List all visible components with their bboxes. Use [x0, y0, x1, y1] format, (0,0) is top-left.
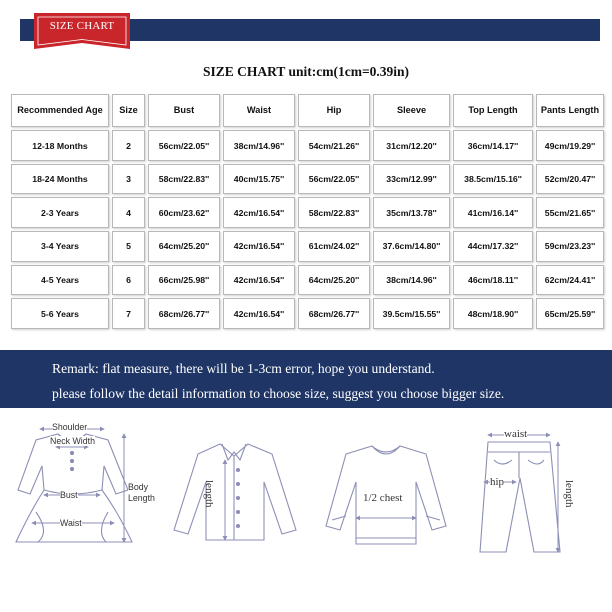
shirt-icon — [174, 444, 296, 540]
cell-waist: 42cm/16.54'' — [223, 265, 295, 296]
column-header-size: Size — [112, 94, 145, 127]
cell-hip: 68cm/26.77'' — [298, 298, 370, 329]
cell-top-length: 38.5cm/15.16'' — [453, 164, 533, 195]
cell-hip: 56cm/22.05'' — [298, 164, 370, 195]
cell-pants-length: 55cm/21.65'' — [536, 197, 604, 228]
cell-age: 4-5 Years — [11, 265, 109, 296]
label-bust: Bust — [60, 490, 78, 500]
cell-hip: 61cm/24.02'' — [298, 231, 370, 262]
cell-top-length: 41cm/16.14'' — [453, 197, 533, 228]
remark-banner — [0, 350, 612, 408]
label-half-chest: 1/2 chest — [363, 492, 403, 504]
size-table — [8, 91, 607, 332]
label-neck-width: Neck Width — [50, 436, 95, 446]
cell-waist: 42cm/16.54'' — [223, 197, 295, 228]
cell-waist: 42cm/16.54'' — [223, 231, 295, 262]
cell-bust: 68cm/26.77'' — [148, 298, 220, 329]
cell-top-length: 46cm/18.11'' — [453, 265, 533, 296]
column-header-waist: Waist — [223, 94, 295, 127]
label-pants-waist: waist — [504, 428, 528, 440]
cell-hip: 54cm/21.26'' — [298, 130, 370, 161]
remark-line-1: Remark: flat measure, there will be 1-3cm error, hope you understand. — [52, 361, 435, 376]
cell-sleeve: 31cm/12.20'' — [373, 130, 450, 161]
cell-size: 3 — [112, 164, 145, 195]
cell-pants-length: 65cm/25.59'' — [536, 298, 604, 329]
cell-age: 18-24 Months — [11, 164, 109, 195]
cell-hip: 64cm/25.20'' — [298, 265, 370, 296]
cell-age: 12-18 Months — [11, 130, 109, 161]
label-shirt-length: length — [203, 480, 215, 508]
cell-size: 4 — [112, 197, 145, 228]
page-title: SIZE CHART unit:cm(1cm=0.39in) — [202, 64, 410, 79]
cell-pants-length: 49cm/19.29'' — [536, 130, 604, 161]
column-header-age: Recommended Age — [11, 94, 109, 127]
label-pants-length: length — [563, 480, 575, 508]
table-row — [11, 164, 604, 195]
cell-pants-length: 62cm/24.41'' — [536, 265, 604, 296]
table-row — [11, 130, 604, 161]
cell-bust: 60cm/23.62'' — [148, 197, 220, 228]
cell-top-length: 48cm/18.90'' — [453, 298, 533, 329]
cell-bust: 66cm/25.98'' — [148, 265, 220, 296]
cell-pants-length: 59cm/23.23'' — [536, 231, 604, 262]
cell-size: 6 — [112, 265, 145, 296]
cell-top-length: 36cm/14.17'' — [453, 130, 533, 161]
column-header-pants-length: Pants Length — [536, 94, 604, 127]
size-chart-badge-label: SIZE CHART — [49, 20, 115, 32]
cell-waist: 42cm/16.54'' — [223, 298, 295, 329]
cell-hip: 58cm/22.83'' — [298, 197, 370, 228]
cell-size: 2 — [112, 130, 145, 161]
table-row — [11, 197, 604, 228]
cell-waist: 38cm/14.96'' — [223, 130, 295, 161]
cell-waist: 40cm/15.75'' — [223, 164, 295, 195]
cell-bust: 64cm/25.20'' — [148, 231, 220, 262]
label-shoulder: Shoulder — [52, 422, 88, 432]
cell-pants-length: 52cm/20.47'' — [536, 164, 604, 195]
cell-sleeve: 33cm/12.99'' — [373, 164, 450, 195]
cell-top-length: 44cm/17.32'' — [453, 231, 533, 262]
table-row — [11, 265, 604, 296]
measurement-diagrams — [0, 420, 612, 570]
cell-sleeve: 38cm/14.96'' — [373, 265, 450, 296]
label-body: Body — [128, 482, 149, 492]
remark-line-2: please follow the detail information to choose size, suggest you choose bigger size. — [52, 386, 505, 401]
table-header-row — [11, 94, 604, 127]
column-header-hip: Hip — [298, 94, 370, 127]
cell-age: 5-6 Years — [11, 298, 109, 329]
pants-icon — [480, 442, 560, 552]
table-row — [11, 231, 604, 262]
cell-age: 3-4 Years — [11, 231, 109, 262]
label-length: Length — [128, 493, 155, 503]
column-header-bust: Bust — [148, 94, 220, 127]
cell-bust: 58cm/22.83'' — [148, 164, 220, 195]
table-row — [11, 298, 604, 329]
cell-sleeve: 35cm/13.78'' — [373, 197, 450, 228]
cell-size: 7 — [112, 298, 145, 329]
cell-sleeve: 39.5cm/15.55'' — [373, 298, 450, 329]
cell-age: 2-3 Years — [11, 197, 109, 228]
cell-sleeve: 37.6cm/14.80'' — [373, 231, 450, 262]
cell-bust: 56cm/22.05'' — [148, 130, 220, 161]
label-waist: Waist — [60, 518, 82, 528]
cell-size: 5 — [112, 231, 145, 262]
column-header-top-length: Top Length — [453, 94, 533, 127]
column-header-sleeve: Sleeve — [373, 94, 450, 127]
label-pants-hip: hip — [490, 476, 505, 488]
